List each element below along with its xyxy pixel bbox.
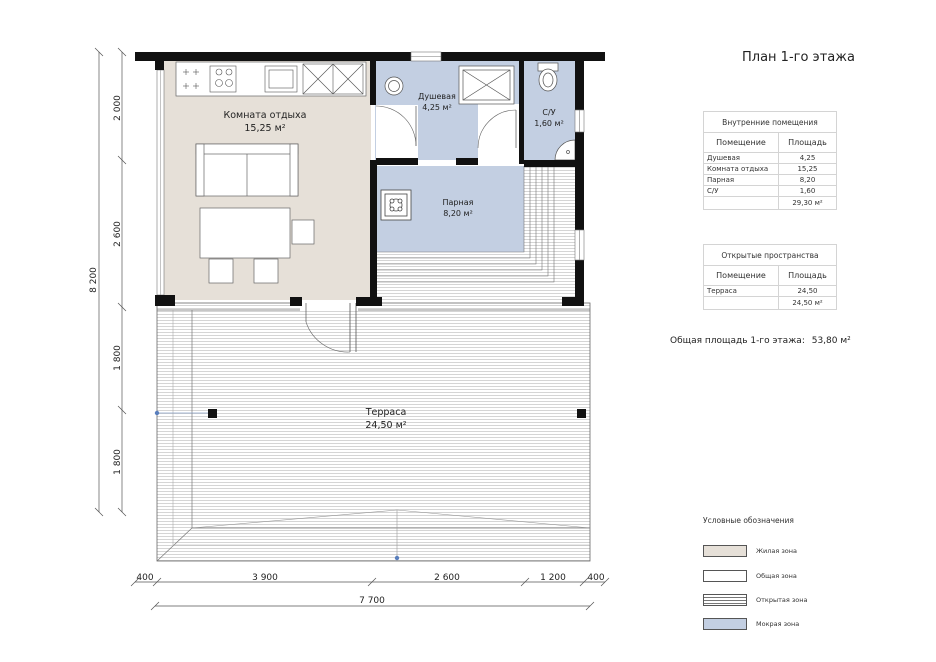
row-area: 1,60 (779, 186, 837, 197)
indoor-col-area: Площадь (779, 133, 837, 153)
sheet-title: План 1-го этажа (742, 50, 855, 65)
row-area: 24,50 (779, 286, 837, 297)
dim-left-4: 1 800 (113, 449, 123, 475)
indoor-table-caption: Внутренние помещения (704, 112, 837, 133)
legend-label-common: Общая зона (756, 572, 797, 580)
dim-bottom-2: 3 900 (252, 573, 278, 583)
sauna-stove (381, 190, 411, 220)
dim-bottom-4: 1 200 (540, 573, 566, 583)
room-wc-area: 1,60 м² (534, 119, 564, 128)
row-room: С/У (704, 186, 779, 197)
total-area-value: 53,80 м² (811, 336, 851, 346)
room-lounge-name: Комната отдыха (223, 110, 307, 121)
legend-label-open: Открытая зона (756, 596, 808, 604)
room-lounge-area: 15,25 м² (244, 123, 286, 134)
table-row (704, 286, 837, 297)
indoor-area-table (703, 111, 837, 210)
legend-label-wet: Мокрая зона (756, 620, 800, 628)
room-shower (375, 60, 522, 160)
table-row (704, 153, 837, 164)
legend-title: Условные обозначения (703, 516, 794, 525)
room-steam-area: 8,20 м² (443, 209, 473, 218)
indoor-col-room: Помещение (704, 133, 779, 153)
kitchen-counter (176, 62, 366, 96)
dim-left-total: 8 200 (89, 267, 99, 293)
row-area: 8,20 (779, 175, 837, 186)
sofa (196, 144, 298, 196)
room-shower-name: Душевая (418, 92, 456, 101)
total-area (670, 336, 851, 346)
legend-swatch-wet (703, 618, 747, 630)
dim-left-1: 2 000 (113, 95, 123, 121)
legend-swatch-open (703, 594, 747, 606)
total-spacer (704, 297, 779, 310)
total-spacer (704, 197, 779, 210)
legend-swatch-living (703, 545, 747, 557)
indoor-total: 29,30 м² (779, 197, 837, 210)
room-wc (523, 60, 575, 162)
room-lounge (157, 60, 371, 300)
table-row (704, 164, 837, 175)
table-row (704, 175, 837, 186)
dim-bottom-5: 400 (587, 573, 605, 583)
row-room: Комната отдыха (704, 164, 779, 175)
dim-left-3: 1 800 (113, 345, 123, 371)
outdoor-col-area: Площадь (779, 266, 837, 286)
room-terrace-area: 24,50 м² (365, 420, 407, 431)
outdoor-area-table (703, 244, 837, 310)
dim-left-2: 2 600 (113, 221, 123, 247)
legend-swatch-common (703, 570, 747, 582)
row-area: 4,25 (779, 153, 837, 164)
legend-label-living: Жилая зона (756, 547, 798, 555)
outdoor-total: 24,50 м² (779, 297, 837, 310)
room-steam (376, 166, 575, 300)
room-shower-area: 4,25 м² (422, 103, 452, 112)
room-steam-name: Парная (442, 198, 474, 207)
room-wc-name: С/У (542, 108, 556, 117)
row-room: Душевая (704, 153, 779, 164)
row-room: Терраса (704, 286, 779, 297)
dim-bottom-total: 7 700 (359, 596, 385, 606)
dim-bottom-1: 400 (136, 573, 154, 583)
room-terrace-name: Терраса (365, 407, 407, 418)
row-room: Парная (704, 175, 779, 186)
outdoor-col-room: Помещение (704, 266, 779, 286)
table-row (704, 186, 837, 197)
outdoor-table-caption: Открытые пространства (704, 245, 837, 266)
total-area-label: Общая площадь 1-го этажа: (670, 336, 805, 346)
row-area: 15,25 (779, 164, 837, 175)
dim-bottom-3: 2 600 (434, 573, 460, 583)
